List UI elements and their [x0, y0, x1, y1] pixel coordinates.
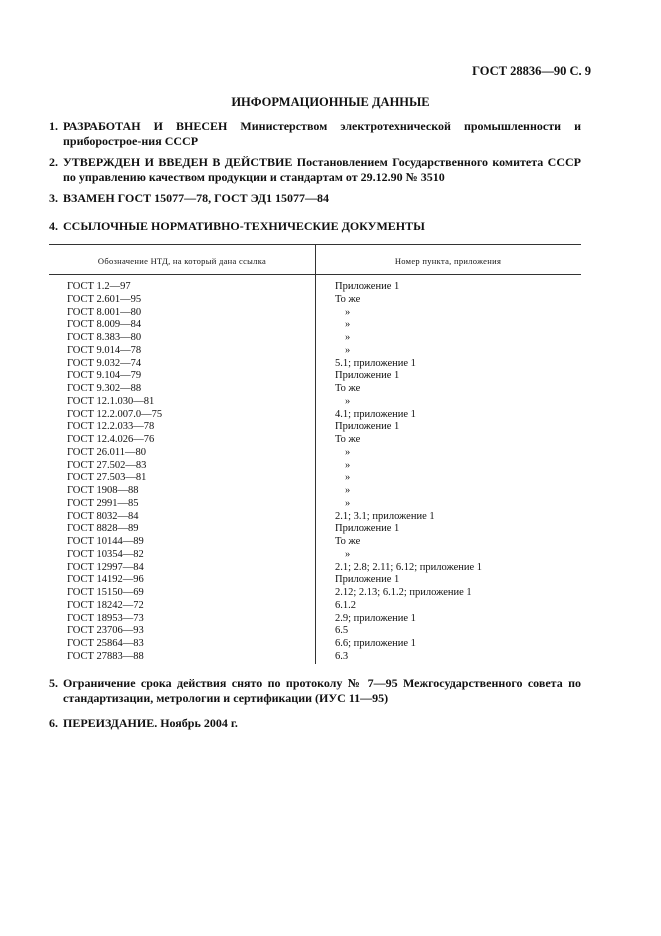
table-cell-clause: 2.1; 2.8; 2.11; 6.12; приложение 1 [335, 561, 483, 573]
section-text: ВЗАМЕН ГОСТ 15077—78, ГОСТ ЭД1 15077—84 [63, 191, 330, 205]
table-cell-document: ГОСТ 27883—88 [67, 650, 144, 662]
table-cell-document: ГОСТ 8.001—80 [67, 306, 142, 318]
table-cell-clause: 4.1; приложение 1 [335, 408, 416, 420]
table-cell-document: ГОСТ 12997—84 [67, 561, 144, 573]
table-row [49, 319, 581, 332]
table-cell-document: ГОСТ 8828—89 [67, 523, 139, 535]
table-cell-clause: 5.1; приложение 1 [335, 357, 416, 369]
section-text: Ограничение срока действия снято по протоколу № 7—95 Межгосударственного совета по стандартизации, метрологии и сертификации (ИУС 11—95) [63, 676, 581, 705]
section-number: 4. [49, 219, 58, 233]
table-row [49, 447, 581, 460]
table-row [49, 332, 581, 345]
table-row [49, 625, 581, 638]
table-cell-clause: То же [335, 383, 361, 394]
table-row [49, 345, 581, 358]
table-row [49, 562, 581, 575]
table-row [49, 485, 581, 498]
table-cell-document: ГОСТ 18953—73 [67, 612, 144, 624]
table-cell-document: ГОСТ 2.601—95 [67, 293, 142, 305]
table-cell-clause: Приложение 1 [335, 523, 400, 535]
table-cell-document: ГОСТ 9.014—78 [67, 344, 142, 356]
table-cell-document: ГОСТ 25864—83 [67, 638, 144, 649]
table-row [49, 574, 581, 587]
table-cell-document: ГОСТ 26.011—80 [67, 446, 147, 458]
table-cell-clause: То же [335, 293, 361, 305]
table-row [49, 434, 581, 447]
section-4 [49, 219, 581, 234]
table-cell-clause: То же [335, 434, 361, 445]
table-cell-clause: 6.3 [335, 650, 349, 662]
section-text: ССЫЛОЧНЫЕ НОРМАТИВНО-ТЕХНИЧЕСКИЕ ДОКУМЕНТЫ [63, 219, 425, 233]
table-cell-clause: 2.12; 2.13; 6.1.2; приложение 1 [335, 587, 472, 598]
table-cell-document: ГОСТ 14192—96 [67, 574, 144, 586]
table-cell-clause: Приложение 1 [335, 574, 400, 586]
table-cell-document: ГОСТ 12.1.030—81 [67, 395, 155, 407]
table-row [49, 600, 581, 613]
table-cell-clause: » [345, 497, 351, 509]
section-text: ПЕРЕИЗДАНИЕ. Ноябрь 2004 г. [63, 716, 238, 730]
table-header-designation: Обозначение НТД, на который дана ссылка [97, 256, 267, 266]
table-cell-clause: 6.6; приложение 1 [335, 638, 416, 649]
table-cell-clause: » [345, 548, 351, 560]
table-cell-clause: » [345, 472, 351, 484]
table-cell-clause: 6.1.2 [335, 599, 356, 611]
table-cell-document: ГОСТ 10144—89 [67, 536, 144, 547]
section-2 [49, 155, 581, 185]
table-header-rule [49, 274, 581, 275]
table-row [49, 536, 581, 549]
section-number: 6. [49, 716, 58, 730]
table-row [49, 498, 581, 511]
table-cell-clause: » [345, 485, 351, 496]
table-cell-clause: » [345, 459, 351, 471]
table-row [49, 358, 581, 371]
section-text: РАЗРАБОТАН И ВНЕСЕН Министерством электротехнической промышленности и приборострое-ния СССР [63, 119, 581, 148]
table-cell-document: ГОСТ 8.009—84 [67, 319, 142, 331]
table-row [49, 281, 581, 294]
table-row [49, 396, 581, 409]
table-row [49, 651, 581, 664]
table-cell-document: ГОСТ 27.502—83 [67, 459, 147, 471]
table-cell-document: ГОСТ 9.032—74 [67, 357, 142, 369]
section-3 [49, 191, 581, 206]
table-cell-clause: 2.9; приложение 1 [335, 612, 416, 624]
table-row [49, 383, 581, 396]
section-text: УТВЕРЖДЕН И ВВЕДЕН В ДЕЙСТВИЕ Постановлением Государственного комитета СССР по управлению качеством продукции и стандартам от 29.12.90 № 3510 [63, 155, 581, 184]
section-number: 2. [49, 155, 58, 169]
table-cell-document: ГОСТ 18242—72 [67, 599, 144, 611]
table-cell-document: ГОСТ 9.302—88 [67, 383, 142, 394]
section-1 [49, 119, 581, 149]
table-cell-clause: » [345, 446, 351, 458]
table-cell-clause: » [345, 332, 351, 343]
section-number: 5. [49, 676, 58, 690]
table-cell-document: ГОСТ 1.2—97 [67, 281, 131, 292]
section-5 [49, 676, 581, 706]
table-row [49, 307, 581, 320]
table-cell-clause: То же [335, 536, 361, 547]
table-row [49, 421, 581, 434]
table-body [49, 281, 581, 664]
table-cell-document: ГОСТ 8032—84 [67, 510, 139, 522]
page-title: ИНФОРМАЦИОННЫЕ ДАННЫЕ [231, 95, 430, 109]
table-cell-clause: » [345, 344, 351, 356]
table-cell-clause: Приложение 1 [335, 281, 400, 292]
table-row [49, 523, 581, 536]
table-row [49, 613, 581, 626]
table-cell-document: ГОСТ 23706—93 [67, 625, 144, 637]
page-reference: ГОСТ 28836—90 С. 9 [472, 64, 591, 78]
table-cell-document: ГОСТ 2991—85 [67, 497, 139, 509]
section-number: 1. [49, 119, 58, 133]
table-cell-document: ГОСТ 12.2.033—78 [67, 421, 155, 433]
table-row [49, 587, 581, 600]
table-cell-document: ГОСТ 27.503—81 [67, 472, 147, 484]
table-row [49, 294, 581, 307]
table-cell-document: ГОСТ 8.383—80 [67, 332, 142, 343]
table-cell-document: ГОСТ 9.104—79 [67, 370, 142, 382]
table-cell-clause: 6.5 [335, 625, 349, 637]
table-row [49, 638, 581, 651]
table-cell-clause: Приложение 1 [335, 421, 400, 433]
section-6 [49, 716, 581, 731]
table-row [49, 409, 581, 422]
table-row [49, 460, 581, 473]
table-cell-clause: 2.1; 3.1; приложение 1 [335, 510, 435, 522]
table-cell-clause: » [345, 319, 351, 331]
table-cell-clause: » [345, 395, 351, 407]
table-cell-document: ГОСТ 10354—82 [67, 548, 144, 560]
table-header-clause: Номер пункта, приложения [394, 256, 502, 266]
table-cell-document: ГОСТ 1908—88 [67, 485, 139, 496]
table-row [49, 370, 581, 383]
section-number: 3. [49, 191, 58, 205]
table-cell-document: ГОСТ 15150—69 [67, 587, 144, 598]
table-row [49, 549, 581, 562]
table-row [49, 472, 581, 485]
table-row [49, 511, 581, 524]
table-cell-clause: » [345, 306, 351, 318]
table-cell-document: ГОСТ 12.2.007.0—75 [67, 408, 163, 420]
table-cell-document: ГОСТ 12.4.026—76 [67, 434, 155, 445]
table-cell-clause: Приложение 1 [335, 370, 400, 382]
